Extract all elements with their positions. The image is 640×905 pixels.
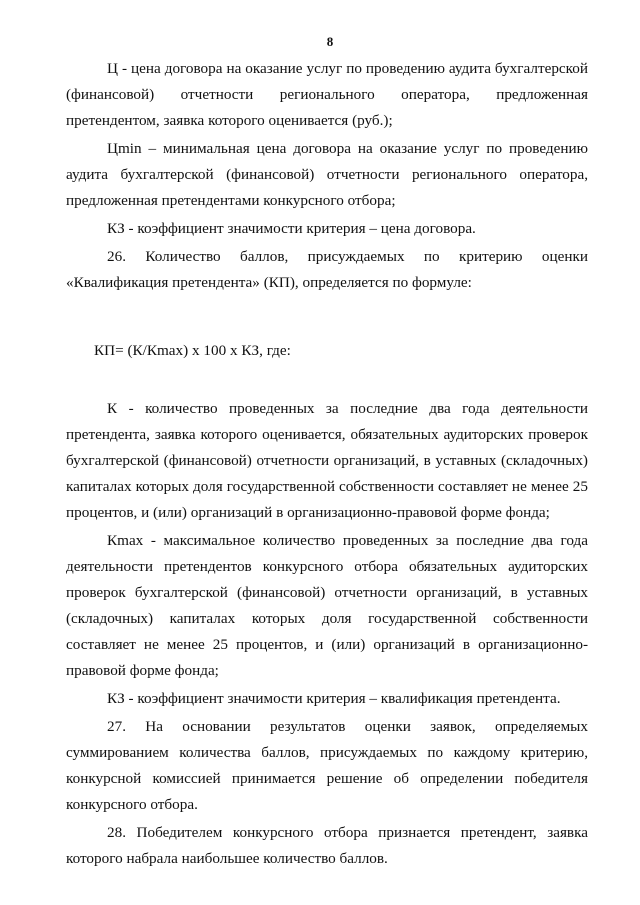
clause-28: 28. Победителем конкурсного отбора признается претендент, заявка которого набрала наибольшее количество баллов. [66,824,588,867]
definition-kmax: Кmax - максимальное количество проведенных за последние два года деятельности претендентов конкурсного отбора обязательных аудиторских проверок бухгалтерской (финансовой) отчетности организаций, в уставных (складочных) капиталах которых доля государственной собственности составляет не менее 25 процентов, и (или) организаций в организационно-правовой форме фонда; [66,532,588,679]
definition-weight-qualification: КЗ - коэффициент значимости критерия – квалификация претендента. [107,690,561,707]
definition-k: К - количество проведенных за последние два года деятельности претендента, заявка которого оценивается, обязательных аудиторских проверок бухгалтерской (финансовой) отчетности организаций, в уставных (складочных) капиталах которых доля государственной собственности составляет не менее 25 процентов, и (или) организаций в организационно-правовой форме фонда; [66,400,588,521]
definition-min-price: Цmin – минимальная цена договора на оказание услуг по проведению аудита бухгалтерской (финансовой) отчетности регионального оператора, предложенная претендентами конкурсного отбора; [66,140,588,209]
clause-26: 26. Количество баллов, присуждаемых по критерию оценки «Квалификация претендента» (КП), определяется по формуле: [66,248,588,291]
definition-weight-price: КЗ - коэффициент значимости критерия – цена договора. [107,220,476,237]
document-body [66,56,588,872]
page-number: 8 [326,34,334,49]
clause-27: 27. На основании результатов оценки заявок, определяемых суммированием количества баллов, присуждаемых по каждому критерию, конкурсной комиссией принимается решение об определении победителя конкурсного отбора. [66,718,588,813]
definition-price: Ц - цена договора на оказание услуг по проведению аудита бухгалтерской (финансовой) отчетности регионального оператора, предложенная претендентом, заявка которого оценивается (руб.); [66,60,588,129]
formula: КП= (К/Кmax) х 100 х КЗ, где: [94,342,291,359]
